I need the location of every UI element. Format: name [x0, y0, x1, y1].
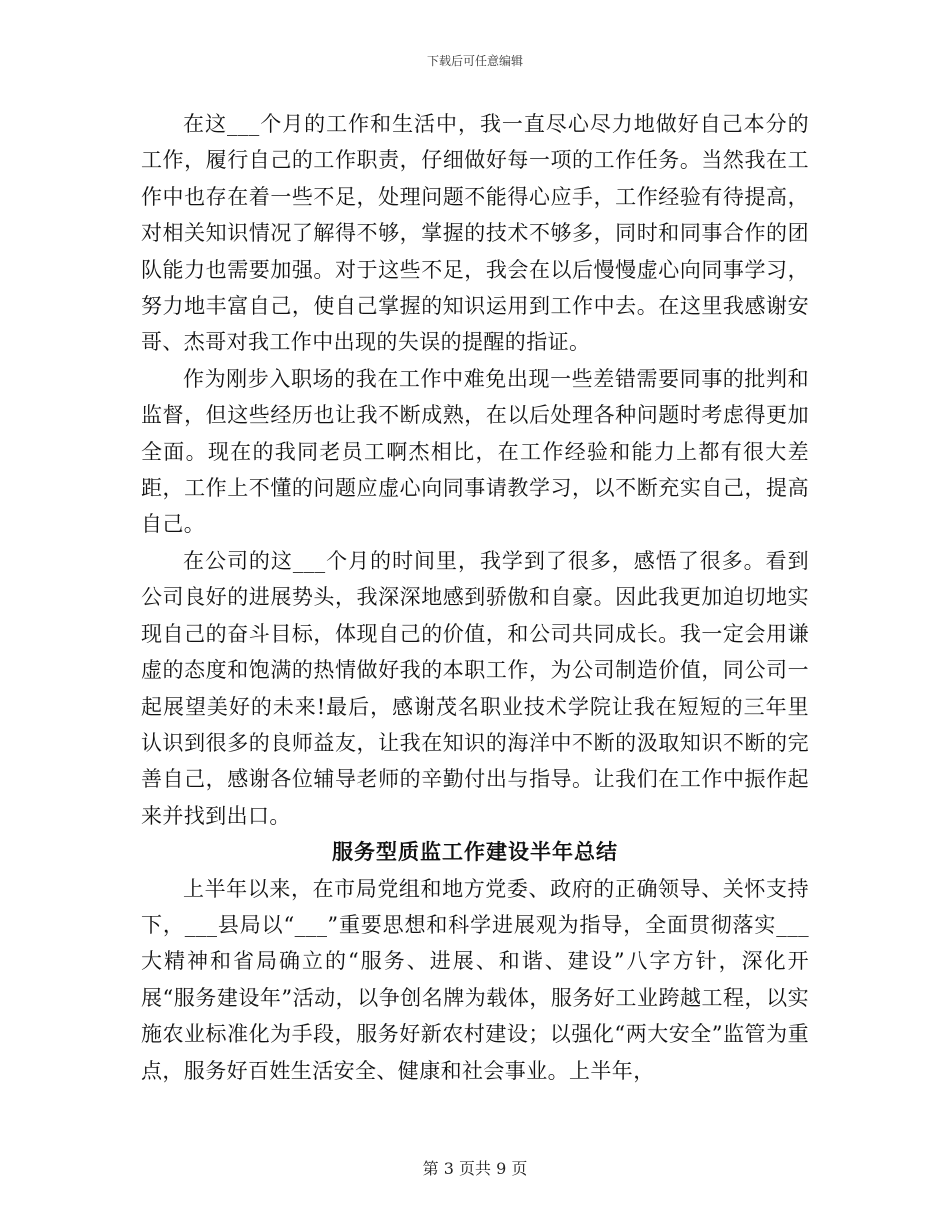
- body-paragraph-3: 在公司的这___个月的时间里，我学到了很多，感悟了很多。看到公司良好的进展势头，我深深地感到骄傲和自豪。因此我更加迫切地实现自己的奋斗目标，体现自己的价值，和公司共同成长。我一定会用谦虚的态度和饱满的热情做好我的本职工作，为公司制造价值，同公司一起展望美好的未来!最后，感谢茂名职业技术学院让我在短短的三年里认识到很多的良师益友，让我在知识的海洋中不断的汲取知识不断的完善自己，感谢各位辅导老师的辛勤付出与指导。让我们在工作中振作起来并找到出口。: [141, 548, 809, 828]
- document-body: [141, 106, 809, 1089]
- page-header: 下载后可任意编辑: [426, 54, 523, 68]
- body-paragraph-1: 在这___个月的工作和生活中，我一直尽心尽力地做好自己本分的工作，履行自己的工作职责，仔细做好每一项的工作任务。当然我在工作中也存在着一些不足，处理问题不能得心应手，工作经验有待提高，对相关知识情况了解得不够，掌握的技术不够多，同时和同事合作的团队能力也需要加强。对于这些不足，我会在以后慢慢虚心向同事学习，努力地丰富自己，使自己掌握的知识运用到工作中去。在这里我感谢安哥、杰哥对我工作中出现的失误的提醒的指证。: [141, 112, 809, 355]
- page-number-footer: 第 3 页共 9 页: [422, 1159, 528, 1178]
- body-paragraph-2: 作为刚步入职场的我在工作中难免出现一些差错需要同事的批判和监督，但这些经历也让我不断成熟，在以后处理各种问题时考虑得更加全面。现在的我同老员工啊杰相比，在工作经验和能力上都有很大差距，工作上不懂的问题应虚心向同事请教学习，以不断充实自己，提高自己。: [141, 366, 809, 537]
- section-paragraph: 上半年以来，在市局党组和地方党委、政府的正确领导、关怀支持下，___县局以“___”重要思想和科学进展观为指导，全面贯彻落实___大精神和省局确立的“服务、进展、和谐、建设”八字方针，深化开展“服务建设年”活动，以争创名牌为载体，服务好工业跨越工程，以实施农业标准化为手段，服务好新农村建设；以强化“两大安全”监管为重点，服务好百姓生活安全、健康和社会事业。上半年，: [141, 876, 809, 1083]
- section-title: 服务型质监工作建设半年总结: [332, 839, 618, 865]
